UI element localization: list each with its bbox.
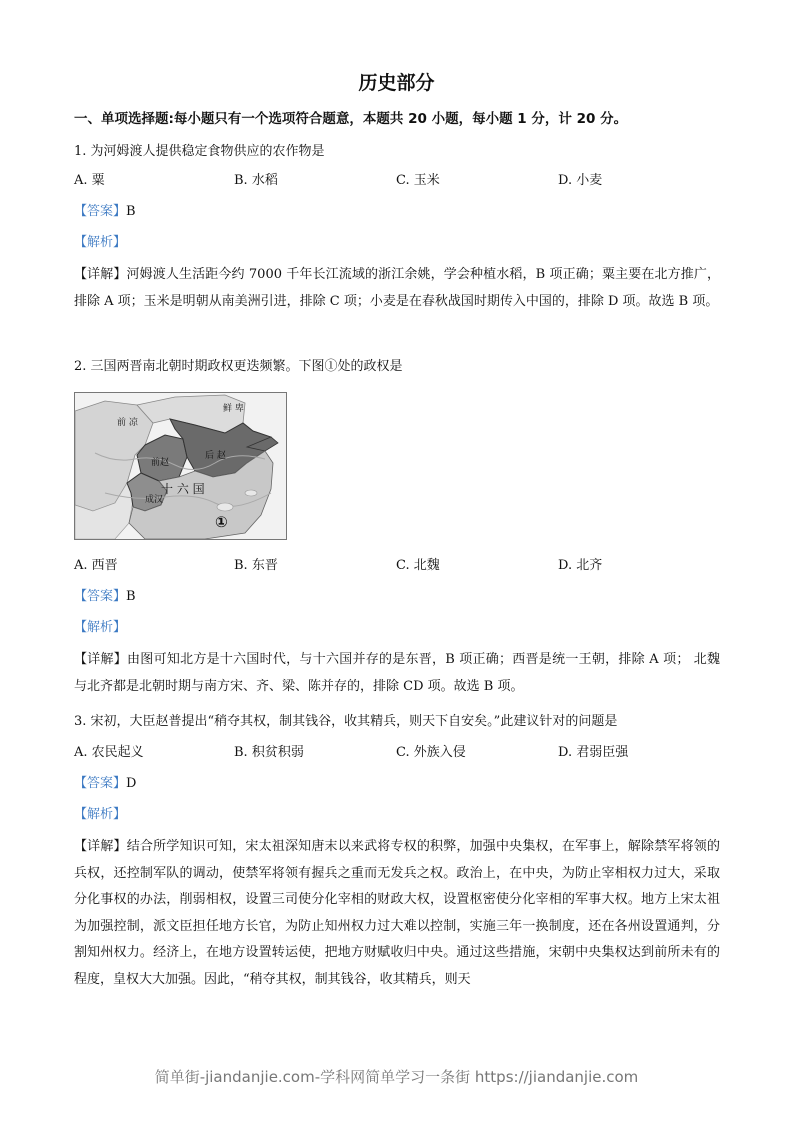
answer-tag: 【答案】 [74, 589, 127, 604]
question-3-option-b: B. 积贫积弱 [234, 745, 304, 760]
section-heading: 一、单项选择题:每小题只有一个选项符合题意，本题共 20 小题，每小题 1 分，计 20 分。 [74, 111, 628, 127]
question-3-option-c: C. 外族入侵 [396, 745, 466, 760]
question-2-option-b: B. 东晋 [234, 558, 278, 573]
question-1-answer [74, 203, 136, 221]
question-1-stem: 1. 为河姆渡人提供稳定食物供应的农作物是 [74, 144, 325, 159]
map-label-xianbei: 鲜 卑 [223, 404, 244, 414]
question-2-answer [74, 588, 136, 606]
question-1-option-b: B. 水稻 [234, 173, 278, 188]
footer-watermark: 简单街-jiandanjie.com-学科网简单学习一条街 https://jiandanjie.com [154, 1068, 639, 1086]
answer-tag: 【答案】 [74, 776, 127, 791]
question-2-option-d: D. 北齐 [558, 558, 603, 573]
detail-text: 由图可知北方是十六国时代，与十六国并存的是东晋，B 项正确；西晋是统一王朝，排除 A 项； 北魏与北齐都是北朝时期与南方宋、齐、梁、陈并存的，排除 CD 项。故选 B 项。 [74, 652, 720, 694]
answer-value: D [126, 776, 137, 791]
map-label-chenghan: 成汉 [145, 495, 164, 505]
page-title: 历史部分 [358, 72, 435, 94]
map-label-sixteen-kingdoms: 十 六 国 [161, 482, 205, 496]
sixteen-kingdoms-map [74, 392, 287, 540]
question-1-analysis-tag: 【解析】 [74, 235, 127, 250]
question-3-answer [74, 775, 136, 793]
answer-value: B [126, 204, 136, 219]
map-label-qianliang: 前 凉 [117, 418, 138, 428]
answer-value: B [126, 589, 136, 604]
question-1-option-c: C. 玉米 [396, 173, 440, 188]
question-2-option-a: A. 西晋 [74, 558, 118, 573]
question-1-detail [74, 262, 720, 315]
answer-tag: 【答案】 [74, 204, 127, 219]
detail-tag: 【详解】 [74, 652, 128, 667]
detail-tag: 【详解】 [74, 839, 127, 854]
question-3-analysis-tag: 【解析】 [74, 807, 127, 822]
question-2-analysis-tag: 【解析】 [74, 620, 127, 635]
question-3-stem: 3. 宋初，大臣赵普提出“稍夺其权，制其钱谷，收其精兵，则天下自安矣。”此建议针对的问题是 [74, 714, 618, 729]
question-2-stem: 2. 三国两晋南北朝时期政权更迭频繁。下图①处的政权是 [74, 359, 403, 374]
question-1-option-d: D. 小麦 [558, 173, 603, 188]
map-marker-1: ① [215, 513, 228, 531]
question-3-option-a: A. 农民起义 [74, 745, 144, 760]
detail-text: 河姆渡人生活距今约 7000 千年长江流域的浙江余姚，学会种植水稻，B 项正确；粟主要在北方推广，排除 A 项；玉米是明朝从南美洲引进，排除 C 项；小麦是在春秋战国时期传入中国的，排除 D 项。故选 B 项。 [74, 267, 720, 309]
question-2-detail [74, 647, 720, 700]
map-label-qianzhao: 前赵 [151, 458, 170, 468]
detail-tag: 【详解】 [74, 267, 127, 282]
map-label-houzhao: 后 赵 [205, 451, 226, 461]
question-3-option-d: D. 君弱臣强 [558, 745, 629, 760]
detail-text: 结合所学知识可知，宋太祖深知唐末以来武将专权的积弊，加强中央集权，在军事上，解除禁军将领的兵权，还控制军队的调动，使禁军将领有握兵之重而无发兵之权。政治上，在中央，为防止宰相权力过大，采取分化事权的办法，削弱相权，设置三司使分化宰相的财政大权，设置枢密使分化宰相的军事大权。地方上宋太祖为加强控制，派文臣担任地方长官，为防止知州权力过大难以控制，实施三年一换制度，还在各州设置通判，分割知州权力。经济上，在地方设置转运使，把地方财赋收归中央。通过这些措施，宋朝中央集权达到前所未有的程度，皇权大大加强。因此，“稍夺其权，制其钱谷，收其精兵，则天 [74, 839, 720, 987]
question-3-detail [74, 834, 720, 993]
question-2-option-c: C. 北魏 [396, 558, 440, 573]
question-1-option-a: A. 粟 [74, 173, 105, 188]
